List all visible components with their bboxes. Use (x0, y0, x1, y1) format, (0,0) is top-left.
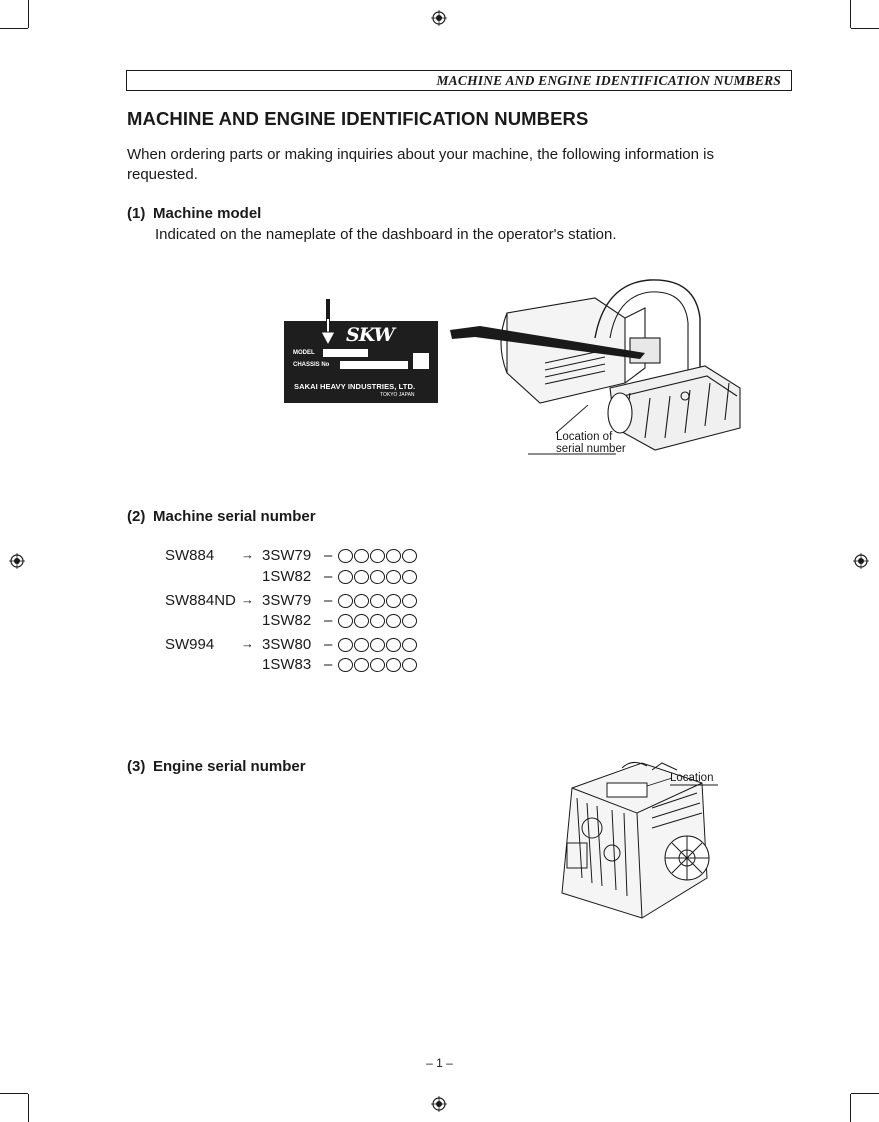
serial-arrow: → (241, 592, 254, 607)
crop-mark-bottom-right (850, 1094, 851, 1122)
callout-line: serial number (556, 443, 626, 455)
serial-dash: – (324, 656, 333, 673)
registration-mark-icon (9, 553, 25, 569)
registration-mark-icon (853, 553, 869, 569)
section-number: (1) (127, 205, 146, 222)
serial-arrow: → (241, 547, 254, 562)
section-title: Machine model (153, 205, 262, 222)
pointer-arrow-icon (318, 299, 338, 349)
serial-dash: – (324, 547, 333, 564)
nameplate-stamp-box (413, 353, 429, 369)
serial-dash: – (324, 568, 333, 585)
nameplate-model-field (323, 349, 368, 357)
registration-mark-icon (431, 1096, 447, 1112)
intro-paragraph: When ordering parts or making inquiries about your machine, the following information is requested. (127, 146, 714, 183)
section-heading-machine-model (127, 205, 261, 222)
page-number: – 1 – (426, 1056, 453, 1070)
serial-code: 1SW83 (262, 656, 312, 673)
nameplate-city: TOKYO JAPAN (380, 392, 415, 398)
serial-code: 3SW79 (262, 592, 312, 609)
crop-mark-bottom-left (28, 1094, 29, 1122)
nameplate-illustration (284, 321, 438, 403)
crop-mark-top-right (850, 0, 851, 28)
nameplate-chassis-field (340, 361, 408, 369)
registration-mark-icon (431, 10, 447, 26)
nameplate-model-label: MODEL (293, 350, 315, 356)
serial-model: SW884ND (165, 592, 236, 609)
nameplate-company: SAKAI HEAVY INDUSTRIES, LTD. (294, 382, 416, 391)
serial-dash: – (324, 636, 333, 653)
callout-line: Location of (556, 431, 613, 443)
serial-digit-circles (338, 614, 418, 628)
crop-mark-bottom-left (0, 1093, 28, 1094)
section-title: Engine serial number (153, 758, 306, 775)
serial-digit-circles (338, 549, 418, 563)
serial-row (165, 656, 425, 676)
section-title: Machine serial number (153, 508, 316, 525)
serial-digit-circles (338, 570, 418, 584)
engine-location-callout: Location (670, 772, 714, 784)
nameplate-logo: SKW (346, 324, 394, 346)
serial-row (165, 568, 425, 588)
serial-dash: – (324, 612, 333, 629)
serial-dash: – (324, 592, 333, 609)
serial-digit-circles (338, 658, 418, 672)
crop-mark-top-left (28, 0, 29, 28)
serial-row (165, 592, 425, 612)
section-heading-serial-number (127, 508, 316, 525)
serial-digit-circles (338, 638, 418, 652)
section-number: (3) (127, 758, 146, 775)
serial-model: SW884 (165, 547, 215, 564)
serial-arrow: → (241, 636, 254, 651)
serial-code: 3SW79 (262, 547, 312, 564)
serial-code: 1SW82 (262, 612, 312, 629)
machine-model-text: Indicated on the nameplate of the dashboard in the operator's station. (155, 226, 617, 243)
section-heading-engine-serial (127, 758, 306, 775)
section-number: (2) (127, 508, 146, 525)
crop-mark-top-left (0, 28, 28, 29)
serial-row (165, 547, 425, 567)
serial-digit-circles (338, 594, 418, 608)
serial-model: SW994 (165, 636, 215, 653)
crop-mark-top-right (851, 28, 879, 29)
location-arrow-icon (450, 325, 645, 365)
running-header: MACHINE AND ENGINE IDENTIFICATION NUMBERS (126, 70, 792, 91)
nameplate-chassis-label: CHASSIS No (293, 362, 330, 368)
crop-mark-bottom-right (851, 1093, 879, 1094)
serial-code: 3SW80 (262, 636, 312, 653)
serial-row (165, 636, 425, 656)
serial-location-callout (556, 431, 626, 455)
serial-row (165, 612, 425, 632)
page-title: MACHINE AND ENGINE IDENTIFICATION NUMBERS (127, 108, 589, 129)
serial-code: 1SW82 (262, 568, 312, 585)
